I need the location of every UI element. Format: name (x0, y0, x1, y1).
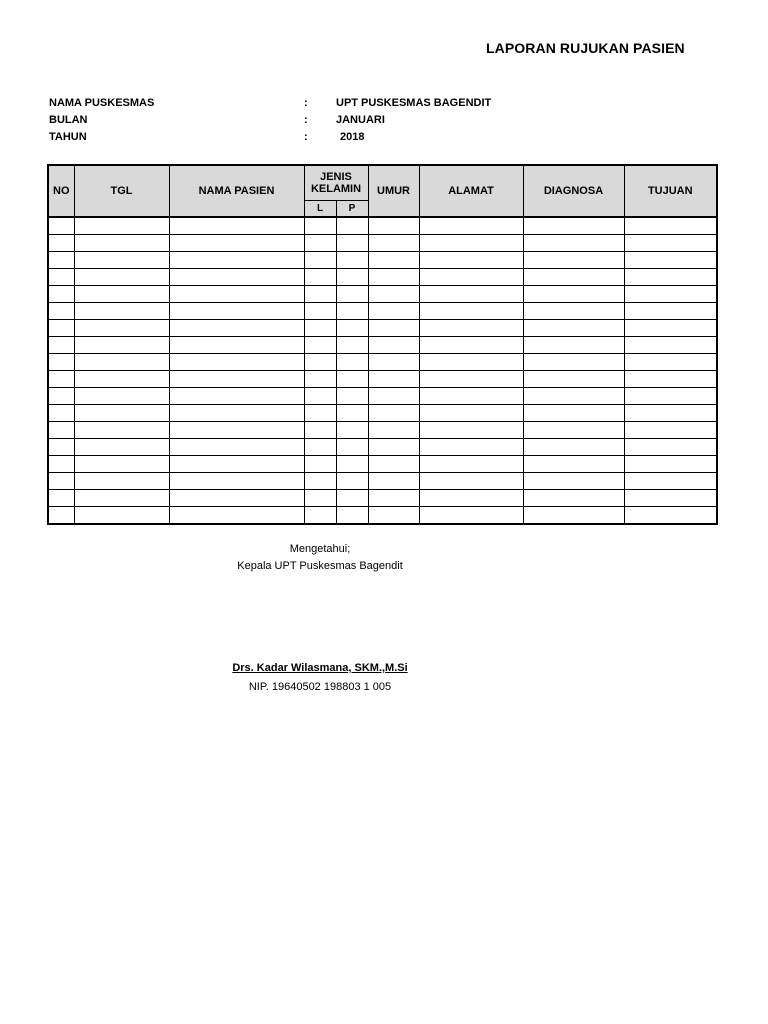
table-cell (419, 439, 523, 456)
table-cell (48, 269, 74, 286)
header-umur: UMUR (368, 165, 419, 217)
table-cell (336, 217, 368, 235)
table-cell (304, 286, 336, 303)
table-cell (48, 473, 74, 490)
header-p: P (336, 201, 368, 218)
table-cell (336, 439, 368, 456)
table-cell (169, 320, 304, 337)
table-cell (368, 456, 419, 473)
table-cell (523, 507, 624, 525)
table-cell (74, 235, 169, 252)
referral-table (47, 164, 718, 525)
table-cell (336, 303, 368, 320)
table-cell (48, 354, 74, 371)
table-cell (624, 405, 717, 422)
table-cell (74, 388, 169, 405)
table-cell (169, 252, 304, 269)
table-cell (74, 269, 169, 286)
table-cell (419, 507, 523, 525)
table-cell (304, 439, 336, 456)
table-cell (523, 388, 624, 405)
table-cell (368, 422, 419, 439)
table-cell (169, 303, 304, 320)
header-no: NO (48, 165, 74, 217)
table-cell (304, 217, 336, 235)
table-cell (48, 235, 74, 252)
table-row (48, 252, 717, 269)
table-row (48, 371, 717, 388)
info-value-bulan: JANUARI (336, 114, 385, 126)
table-cell (336, 235, 368, 252)
table-cell (624, 286, 717, 303)
header-alamat: ALAMAT (419, 165, 523, 217)
table-cell (419, 235, 523, 252)
table-cell (419, 354, 523, 371)
table-cell (169, 507, 304, 525)
table-cell (368, 473, 419, 490)
table-cell (304, 405, 336, 422)
table-cell (419, 490, 523, 507)
table-cell (169, 405, 304, 422)
table-cell (74, 354, 169, 371)
table-cell (48, 371, 74, 388)
table-cell (523, 286, 624, 303)
table-cell (169, 337, 304, 354)
table-cell (74, 405, 169, 422)
info-colon: : (304, 114, 308, 126)
table-cell (336, 388, 368, 405)
table-cell (368, 337, 419, 354)
info-value-puskesmas: UPT PUSKESMAS BAGENDIT (336, 97, 492, 109)
table-cell (368, 286, 419, 303)
table-cell (336, 337, 368, 354)
table-cell (523, 235, 624, 252)
table-row (48, 405, 717, 422)
table-cell (48, 439, 74, 456)
table-cell (304, 473, 336, 490)
table-row (48, 303, 717, 320)
table-cell (523, 320, 624, 337)
table-row (48, 337, 717, 354)
table-row (48, 473, 717, 490)
table-cell (624, 456, 717, 473)
table-cell (169, 456, 304, 473)
table-cell (169, 439, 304, 456)
table-cell (304, 422, 336, 439)
table-cell (419, 405, 523, 422)
table-cell (368, 507, 419, 525)
table-row (48, 320, 717, 337)
table-cell (48, 405, 74, 422)
table-cell (169, 286, 304, 303)
table-cell (336, 252, 368, 269)
table-cell (368, 439, 419, 456)
table-cell (169, 371, 304, 388)
table-cell (48, 286, 74, 303)
header-tgl: TGL (74, 165, 169, 217)
table-cell (336, 269, 368, 286)
info-colon: : (304, 97, 308, 109)
table-cell (523, 217, 624, 235)
table-body (48, 217, 717, 524)
table-cell (624, 320, 717, 337)
info-value-tahun: 2018 (340, 131, 365, 143)
table-cell (368, 490, 419, 507)
table-cell (74, 456, 169, 473)
table-cell (523, 405, 624, 422)
table-cell (419, 388, 523, 405)
table-cell (419, 269, 523, 286)
table-cell (624, 507, 717, 525)
table-cell (624, 439, 717, 456)
table-cell (419, 337, 523, 354)
table-cell (624, 217, 717, 235)
table-cell (48, 507, 74, 525)
table-cell (624, 490, 717, 507)
table-cell (624, 269, 717, 286)
info-label-bulan: BULAN (49, 114, 88, 126)
signature-position: Kepala UPT Puskesmas Bagendit (237, 560, 403, 572)
table-cell (74, 286, 169, 303)
info-colon: : (304, 131, 308, 143)
table-row (48, 507, 717, 525)
table-cell (169, 269, 304, 286)
table-cell (48, 217, 74, 235)
table-cell (304, 490, 336, 507)
table-cell (74, 303, 169, 320)
table-cell (304, 269, 336, 286)
table-cell (304, 456, 336, 473)
table-cell (368, 371, 419, 388)
table-cell (523, 439, 624, 456)
table-cell (74, 337, 169, 354)
table-cell (523, 252, 624, 269)
signature-nip: NIP. 19640502 198803 1 005 (248, 681, 392, 693)
table-cell (336, 405, 368, 422)
table-cell (624, 252, 717, 269)
table-cell (624, 303, 717, 320)
table-cell (304, 235, 336, 252)
table-cell (419, 371, 523, 388)
table-cell (48, 490, 74, 507)
table-cell (419, 473, 523, 490)
table-cell (368, 320, 419, 337)
table-cell (304, 371, 336, 388)
header-l: L (304, 201, 336, 218)
table-row (48, 456, 717, 473)
table-row (48, 490, 717, 507)
table-cell (624, 473, 717, 490)
header-nama-pasien: NAMA PASIEN (169, 165, 304, 217)
table-cell (48, 320, 74, 337)
table-cell (74, 473, 169, 490)
table-cell (368, 303, 419, 320)
table-cell (368, 354, 419, 371)
table-cell (368, 252, 419, 269)
table-cell (523, 371, 624, 388)
table-cell (336, 507, 368, 525)
table-row (48, 269, 717, 286)
table-cell (74, 439, 169, 456)
table-cell (48, 422, 74, 439)
table-cell (368, 405, 419, 422)
table-cell (48, 388, 74, 405)
table-cell (304, 303, 336, 320)
table-cell (523, 456, 624, 473)
info-label-tahun: TAHUN (49, 131, 87, 143)
table-cell (419, 286, 523, 303)
table-cell (624, 354, 717, 371)
table-cell (523, 473, 624, 490)
table-cell (419, 303, 523, 320)
table-cell (523, 303, 624, 320)
table-cell (368, 235, 419, 252)
table-row (48, 422, 717, 439)
table-cell (419, 422, 523, 439)
table-cell (74, 217, 169, 235)
table-cell (523, 269, 624, 286)
table-cell (368, 388, 419, 405)
table-cell (74, 371, 169, 388)
table-cell (419, 252, 523, 269)
table-row (48, 354, 717, 371)
header-tujuan: TUJUAN (624, 165, 717, 217)
table-row (48, 388, 717, 405)
header-diagnosa: DIAGNOSA (523, 165, 624, 217)
table-cell (336, 286, 368, 303)
table-cell (368, 217, 419, 235)
info-label-puskesmas: NAMA PUSKESMAS (49, 97, 155, 109)
table-cell (336, 354, 368, 371)
table-cell (74, 252, 169, 269)
table-cell (169, 422, 304, 439)
table-row (48, 439, 717, 456)
table-cell (304, 388, 336, 405)
table-row (48, 217, 717, 235)
table-cell (336, 490, 368, 507)
table-cell (304, 320, 336, 337)
table-cell (624, 337, 717, 354)
signature-name: Drs. Kadar Wilasmana, SKM.,M.Si (232, 662, 408, 674)
table-cell (624, 371, 717, 388)
table-cell (48, 337, 74, 354)
table-cell (74, 320, 169, 337)
table-cell (304, 252, 336, 269)
table-cell (169, 490, 304, 507)
table-cell (169, 354, 304, 371)
table-cell (169, 388, 304, 405)
table-cell (624, 388, 717, 405)
table-cell (523, 354, 624, 371)
table-cell (336, 473, 368, 490)
table-cell (304, 337, 336, 354)
header-jenis-kelamin: JENIS KELAMIN (304, 165, 368, 201)
table-cell (48, 252, 74, 269)
table-cell (74, 507, 169, 525)
table-cell (419, 217, 523, 235)
table-cell (336, 456, 368, 473)
table-row (48, 286, 717, 303)
table-cell (304, 354, 336, 371)
signature-acknowledge: Mengetahui; (289, 543, 351, 555)
table-cell (169, 217, 304, 235)
table-cell (523, 422, 624, 439)
table-cell (304, 507, 336, 525)
table-cell (419, 456, 523, 473)
document-title: LAPORAN RUJUKAN PASIEN (486, 40, 685, 56)
table-cell (523, 490, 624, 507)
table-cell (368, 269, 419, 286)
table-cell (74, 422, 169, 439)
table-cell (336, 422, 368, 439)
table-cell (336, 320, 368, 337)
table-cell (74, 490, 169, 507)
table-cell (48, 303, 74, 320)
table-row (48, 235, 717, 252)
table-cell (336, 371, 368, 388)
table-cell (169, 235, 304, 252)
table-cell (624, 235, 717, 252)
table-cell (523, 337, 624, 354)
table-cell (169, 473, 304, 490)
table-cell (624, 422, 717, 439)
table-cell (48, 456, 74, 473)
table-cell (419, 320, 523, 337)
